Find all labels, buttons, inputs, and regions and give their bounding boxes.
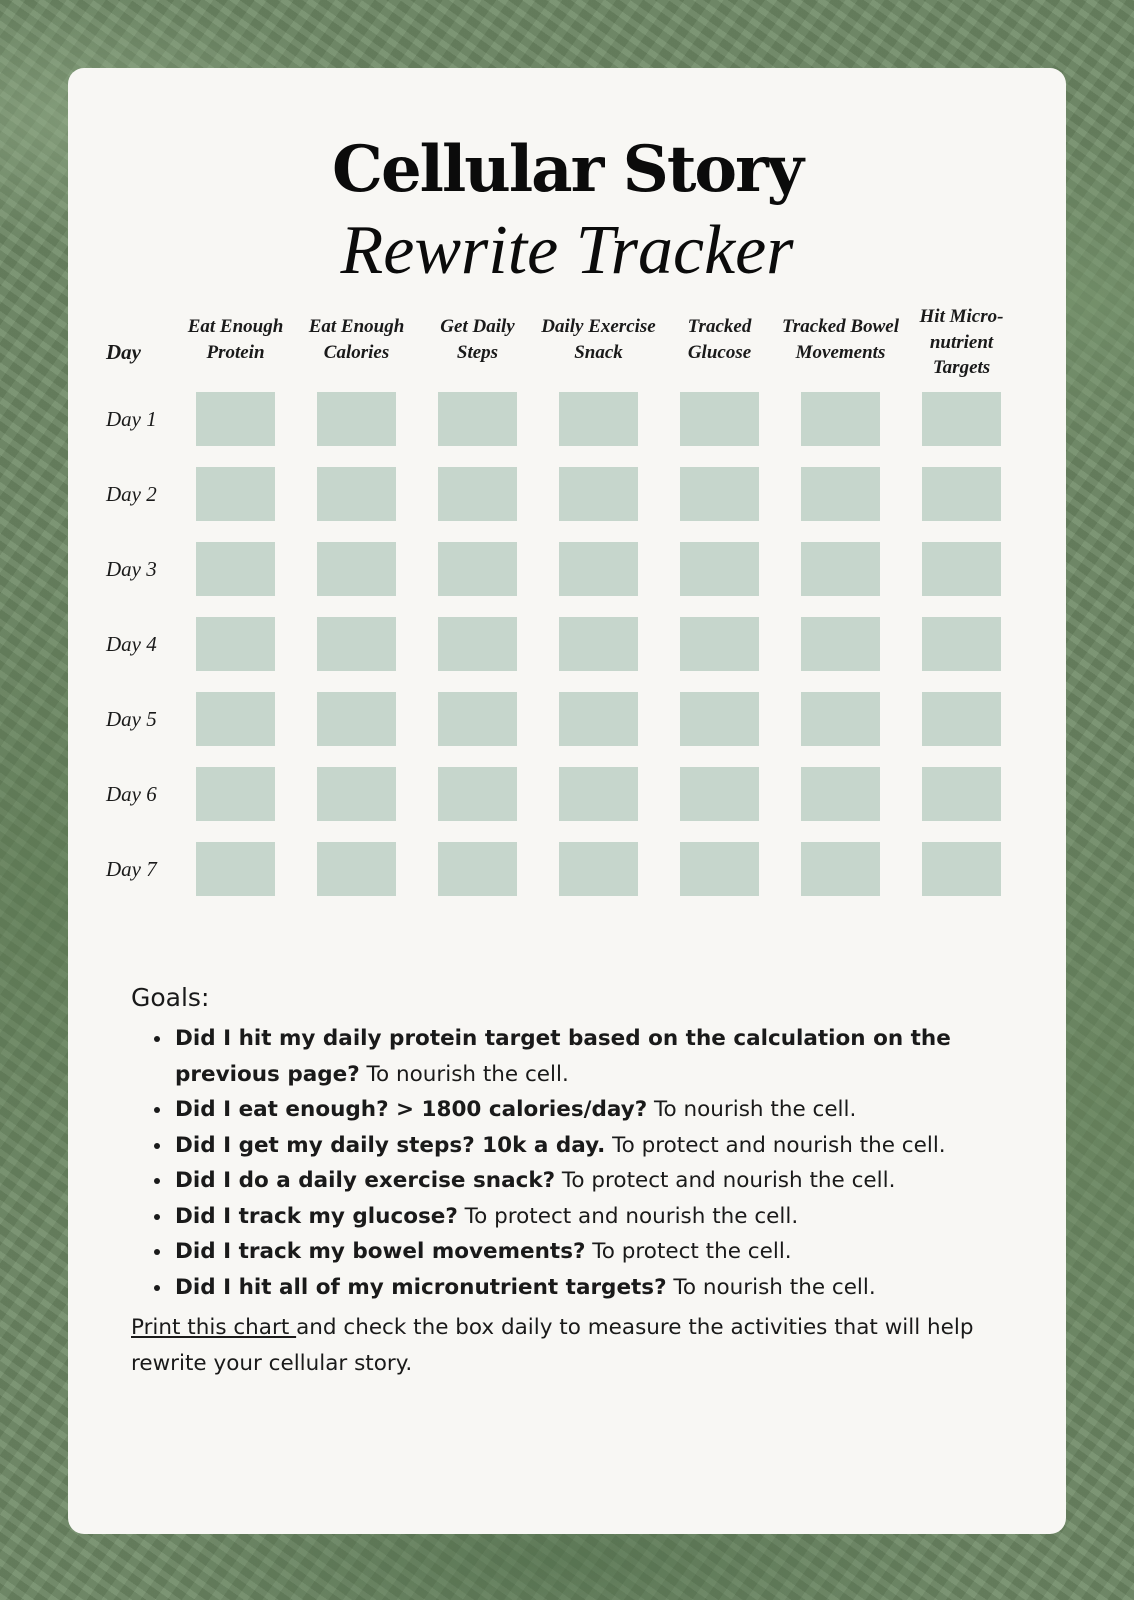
checkbox-glucose[interactable]	[680, 692, 759, 746]
checkbox-calories[interactable]	[317, 617, 396, 671]
checkbox-glucose[interactable]	[680, 542, 759, 596]
footer-text	[131, 1310, 1011, 1381]
checkbox-exercise-snack[interactable]	[559, 842, 638, 896]
checkbox-glucose[interactable]	[680, 392, 759, 446]
goal-question: Did I hit all of my micronutrient targets?	[175, 1274, 667, 1300]
goal-question: Did I track my glucose?	[175, 1203, 458, 1229]
goal-question: Did I get my daily steps? 10k a day.	[175, 1132, 606, 1158]
column-header-line: Tracked Bowel	[782, 316, 899, 337]
checkbox-steps[interactable]	[438, 767, 517, 821]
column-header-line: Targets	[932, 357, 991, 379]
column-header-micronutrient	[900, 304, 1024, 381]
checkbox-exercise-snack[interactable]	[559, 617, 638, 671]
checkbox-calories[interactable]	[317, 692, 396, 746]
goal-item	[173, 1128, 1033, 1164]
column-header-calories	[295, 314, 419, 365]
checkbox-bowel[interactable]	[801, 617, 880, 671]
column-header-exercise-snack	[537, 314, 661, 365]
column-header-line: Steps	[456, 341, 499, 363]
checkbox-calories[interactable]	[317, 767, 396, 821]
column-header-line: Get Daily	[440, 316, 515, 337]
checkbox-bowel[interactable]	[801, 767, 880, 821]
column-header-protein	[174, 314, 298, 365]
day-label: Day 6	[106, 782, 157, 806]
checkbox-protein[interactable]	[196, 542, 275, 596]
column-header-line: Eat Enough	[308, 316, 405, 337]
checkbox-protein[interactable]	[196, 392, 275, 446]
column-header-line: Hit Micro-	[919, 306, 1004, 327]
day-label: Day 5	[106, 707, 157, 731]
checkbox-steps[interactable]	[438, 467, 517, 521]
checkbox-steps[interactable]	[438, 842, 517, 896]
goal-question: Did I do a daily exercise snack?	[175, 1168, 556, 1193]
column-header-line: Daily Exercise	[541, 316, 656, 337]
goal-purpose: To protect and nourish the cell.	[457, 1203, 799, 1229]
goal-item	[173, 1270, 1033, 1306]
day-label: Day 1	[106, 407, 157, 431]
footer-instructions: and check the box daily to measure the activities that will help rewrite your cellular story.	[131, 1315, 974, 1376]
goal-purpose: To protect the cell.	[585, 1239, 792, 1264]
title-line-1: Cellular Story	[332, 132, 802, 207]
goal-purpose: To nourish the cell.	[359, 1061, 569, 1087]
checkbox-calories[interactable]	[317, 842, 396, 896]
print-chart-link[interactable]: Print this chart	[131, 1315, 297, 1340]
checkbox-exercise-snack[interactable]	[559, 467, 638, 521]
checkbox-bowel[interactable]	[801, 842, 880, 896]
checkbox-protein[interactable]	[196, 617, 275, 671]
goal-question: Did I track my bowel movements?	[175, 1239, 586, 1264]
goal-item	[173, 1199, 1033, 1235]
day-label: Day 7	[106, 857, 157, 881]
day-label: Day 3	[106, 557, 157, 581]
checkbox-protein[interactable]	[196, 842, 275, 896]
checkbox-bowel[interactable]	[801, 542, 880, 596]
title-line-2: Rewrite Tracker	[340, 212, 794, 289]
checkbox-micronutrient[interactable]	[922, 617, 1001, 671]
checkbox-exercise-snack[interactable]	[559, 392, 638, 446]
column-header-line: nutrient	[929, 331, 994, 353]
checkbox-bowel[interactable]	[801, 692, 880, 746]
checkbox-micronutrient[interactable]	[922, 392, 1001, 446]
day-column-header: Day	[106, 340, 141, 364]
goal-question: Did I eat enough? > 1800 calories/day?	[175, 1097, 648, 1122]
checkbox-protein[interactable]	[196, 767, 275, 821]
checkbox-protein[interactable]	[196, 692, 275, 746]
goals-title: Goals:	[131, 983, 210, 1012]
checkbox-glucose[interactable]	[680, 842, 759, 896]
checkbox-micronutrient[interactable]	[922, 692, 1001, 746]
column-header-line: Protein	[206, 341, 265, 363]
checkbox-exercise-snack[interactable]	[559, 542, 638, 596]
checkbox-steps[interactable]	[438, 692, 517, 746]
checkbox-micronutrient[interactable]	[922, 467, 1001, 521]
goal-purpose: To protect and nourish the cell.	[555, 1168, 896, 1193]
column-header-line: Movements	[795, 341, 886, 363]
checkbox-glucose[interactable]	[680, 467, 759, 521]
goal-purpose: To nourish the cell.	[647, 1097, 857, 1122]
tracker-card	[68, 68, 1066, 1534]
checkbox-micronutrient[interactable]	[922, 842, 1001, 896]
checkbox-protein[interactable]	[196, 467, 275, 521]
goal-item	[173, 1092, 1033, 1128]
checkbox-exercise-snack[interactable]	[559, 692, 638, 746]
column-header-bowel	[779, 314, 903, 365]
checkbox-calories[interactable]	[317, 467, 396, 521]
goal-item	[173, 1021, 1033, 1092]
checkbox-micronutrient[interactable]	[922, 542, 1001, 596]
checkbox-calories[interactable]	[317, 542, 396, 596]
checkbox-micronutrient[interactable]	[922, 767, 1001, 821]
checkbox-steps[interactable]	[438, 542, 517, 596]
checkbox-exercise-snack[interactable]	[559, 767, 638, 821]
column-header-line: Tracked	[687, 316, 752, 337]
checkbox-steps[interactable]	[438, 617, 517, 671]
goals-list	[131, 1021, 1033, 1305]
goal-purpose: To nourish the cell.	[666, 1274, 876, 1300]
column-header-line: Eat Enough	[187, 316, 284, 337]
checkbox-calories[interactable]	[317, 392, 396, 446]
column-header-line: Calories	[323, 341, 390, 363]
checkbox-bowel[interactable]	[801, 392, 880, 446]
column-header-line: Snack	[574, 341, 623, 363]
checkbox-glucose[interactable]	[680, 767, 759, 821]
goal-item	[173, 1234, 1033, 1270]
goal-question: Did I hit my daily protein target based on the calculation on the previous page?	[175, 1026, 951, 1087]
day-label: Day 4	[106, 632, 157, 656]
checkbox-bowel[interactable]	[801, 467, 880, 521]
column-header-steps	[416, 314, 540, 365]
checkbox-steps[interactable]	[438, 392, 517, 446]
goal-item	[173, 1163, 1033, 1199]
checkbox-glucose[interactable]	[680, 617, 759, 671]
column-header-glucose	[658, 314, 782, 365]
column-header-line: Glucose	[687, 341, 752, 363]
day-label: Day 2	[106, 482, 157, 506]
goal-purpose: To protect and nourish the cell.	[605, 1132, 946, 1158]
